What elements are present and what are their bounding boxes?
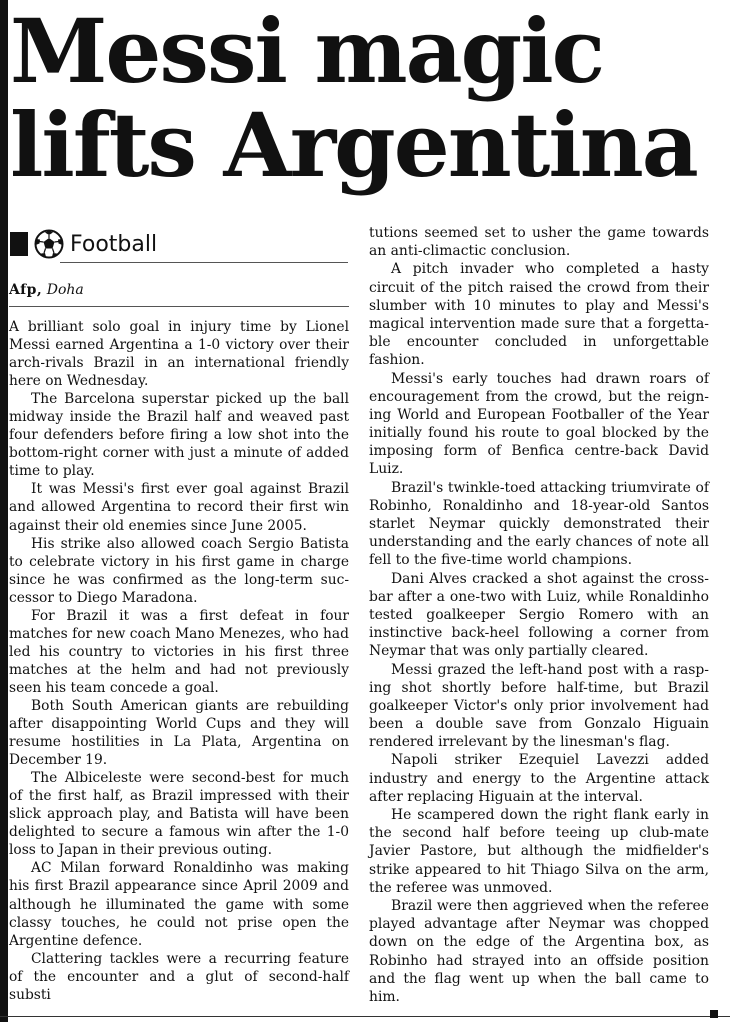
article-column-left (9, 318, 349, 1004)
paragraph: Napoli striker Ezequiel Lavezzi added industry and energy to the Argentine attack after replacing Higuain at the interval. (369, 752, 709, 805)
bottom-rule (0, 1016, 730, 1017)
paragraph-continued: tutions seemed set to usher the game towards an anti-climactic conclusion. (369, 225, 709, 260)
byline-location: Doha (46, 282, 84, 298)
section-label-text: Football (70, 231, 158, 257)
paragraph: A pitch invader who completed a hasty circuit of the pitch raised the crowd from their slumber with 10 minutes to play and Messi's magical intervention made sure that a forgettable encounter concluded in unforgettable fashion. (369, 261, 709, 369)
paragraph: Brazil's twinkle-toed attacking triumvirate of Robinho, Ronaldinho and 18-year-old Santos starlet Neymar quickly demonstrated their understanding and the early chances of note all fell to the five-time world champions. (369, 479, 709, 569)
byline-agency: Afp, (9, 282, 43, 298)
football-icon (34, 229, 64, 259)
byline-rule (9, 306, 349, 307)
headline: Messi magic lifts Argentina (10, 0, 697, 197)
paragraph: His strike also allowed coach Sergio Batista to celebrate victory in his first game in charge since he was confirmed as the long-term successor to Diego Maradona. (9, 535, 349, 606)
paragraph: The Barcelona superstar picked up the ball midway inside the Brazil half and weaved past four defenders before firing a low shot into the bottom-right corner with just a minute of added time to play. (9, 391, 349, 480)
paragraph: A brilliant solo goal in injury time by Lionel Messi earned Argentina a 1-0 victory over their arch-rivals Brazil in an international friendly here on Wednesday. (9, 319, 349, 390)
end-of-article-mark (710, 1010, 718, 1018)
section-label-bar (10, 232, 28, 256)
paragraph: The Albiceleste were second-best for much of the first half, as Brazil impressed with their slick approach play, and Batista will have been delighted to secure a famous win after the 1-0 loss to Japan in their previous outing. (9, 770, 349, 859)
section-label (10, 226, 350, 262)
paragraph: Clattering tackles were a recurring feature of the encounter and a glut of second-half substi (9, 950, 349, 1003)
paragraph: He scampered down the right flank early in the second half before teeing up club-mate Javier Pastore, but although the midfielder's strike appeared to hit Thiago Silva on the arm, the referee was unmoved. (369, 807, 709, 896)
paragraph: Messi's early touches had drawn roars of encouragement from the crowd, but the reigning World and European Footballer of the Year initially found his route to goal blocked by the imposing form of Benfica centre-back David Luiz. (369, 370, 709, 478)
paragraph: Dani Alves cracked a shot against the crossbar after a one-two with Luiz, while Ronaldinho tested goalkeeper Sergio Romero with an instinctive back-heel following a corner from Neymar that was only partially cleared. (369, 570, 709, 660)
section-rule (60, 262, 348, 263)
paragraph: Both South American giants are rebuilding after disappointing World Cups and they will resume hostilities in La Plata, Argentina on December 19. (9, 697, 349, 769)
paragraph: It was Messi's first ever goal against Brazil and allowed Argentina to record their first win against their old enemies since June 2005. (9, 481, 349, 534)
paragraph: AC Milan forward Ronaldinho was making his first Brazil appearance since April 2009 and although he illuminated the game with some classy touches, he could not prise open the Argentine defence. (9, 860, 349, 949)
left-margin-bar (0, 0, 8, 1022)
paragraph: Messi grazed the left-hand post with a rasping shot shortly before half-time, but Brazil goalkeeper Victor's only prior involvement had been a double save from Gonzalo Higuain rendered irrelevant by the linesman's flag. (369, 661, 709, 751)
article-column-right (369, 224, 709, 1006)
paragraph: For Brazil it was a first defeat in four matches for new coach Mano Menezes, who had led his country to victories in his first three matches at the helm and had not previously seen his team concede a goal. (9, 607, 349, 696)
paragraph: Brazil were then aggrieved when the referee played advantage after Neymar was chopped down on the edge of the Argentina box, as Robinho had strayed into an offside position and the flag went up when the ball came to him. (369, 897, 709, 1005)
byline (9, 282, 84, 298)
